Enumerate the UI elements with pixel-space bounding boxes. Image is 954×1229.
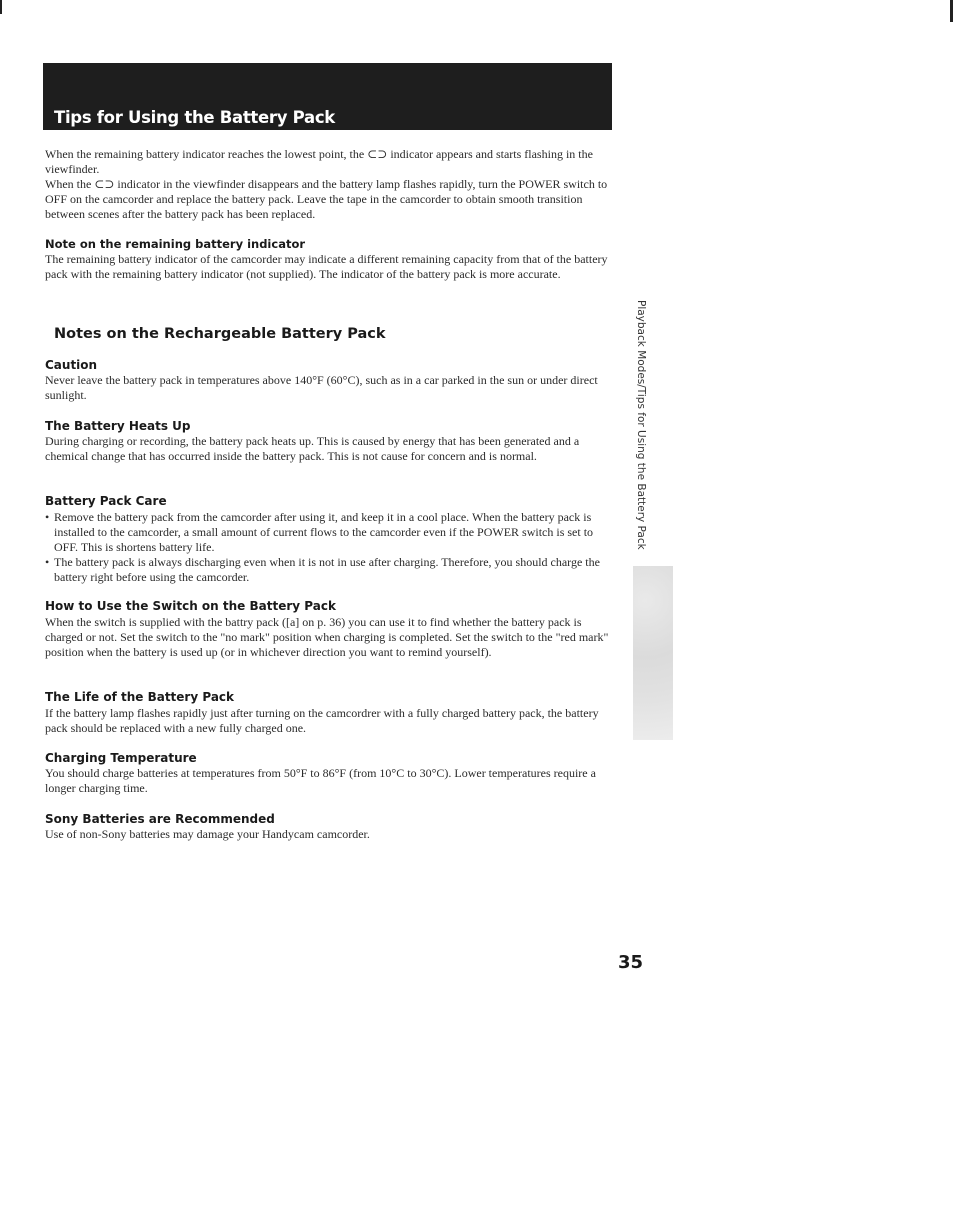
care-bullet-1 xyxy=(45,510,620,555)
bullet-dot: • xyxy=(45,555,50,569)
sony-body: Use of non-Sony batteries may damage your Handycam camcorder. xyxy=(45,827,370,841)
care-bullet-2-text: The battery pack is always discharging even when it is not in use after charging. Therefore, you should charge the battery right before using the camcorder. xyxy=(54,555,600,584)
right-edge-mark xyxy=(950,0,953,22)
switch-use-heading: How to Use the Switch on the Battery Pack xyxy=(45,599,336,613)
page-title: Tips for Using the Battery Pack xyxy=(54,108,335,127)
charging-temp-body: You should charge batteries at temperatures from 50°F to 86°F (from 10°C to 30°C). Lower temperatures require a longer charging time. xyxy=(45,766,596,795)
intro-paragraph-2: When the ⊂⊃ indicator in the viewfinder disappears and the battery lamp flashes rapidly, turn the POWER switch to OFF on the camcorder and replace the battery pack. Leave the tape in the camcorder to obtain smooth transition between scenes after the battery pack has been replaced. xyxy=(45,177,608,221)
side-tab-label: Playback Modes/Tips for Using the Battery Pack xyxy=(635,300,647,550)
section-title: Notes on the Rechargeable Battery Pack xyxy=(54,326,386,342)
life-body: If the battery lamp flashes rapidly just after turning on the camcordrer with a fully charged battery pack, the battery pack should be replaced with a new fully charged one. xyxy=(45,706,599,735)
caution-body: Never leave the battery pack in temperatures above 140°F (60°C), such as in a car parked in the sun or under direct sunlight. xyxy=(45,373,598,402)
charging-temp-heading: Charging Temperature xyxy=(45,751,197,765)
heats-up-heading: The Battery Heats Up xyxy=(45,419,191,433)
care-heading: Battery Pack Care xyxy=(45,494,167,508)
bullet-dot: • xyxy=(45,510,50,524)
note-remaining-heading: Note on the remaining battery indicator xyxy=(45,237,306,251)
switch-use-body: When the switch is supplied with the battry pack ([a] on p. 36) you can use it to find whether the battery pack is charged or not. Set the switch to the "no mark" position when charging is completed. Set the switch to the "red mark" position when the battery is used up (or in whichever direction you want to remind yourself). xyxy=(45,615,609,659)
section-header-bar xyxy=(43,63,612,130)
left-edge-mark xyxy=(0,0,2,14)
care-bullet-2 xyxy=(45,555,620,585)
sony-heading: Sony Batteries are Recommended xyxy=(45,812,275,826)
care-bullet-1-text: Remove the battery pack from the camcorder after using it, and keep it in a cool place. When the battery pack is installed to the camcorder, a small amount of current flows to the camcorder even if the POWER switch is set to OFF. This is shortens battery life. xyxy=(54,510,594,554)
note-remaining-body: The remaining battery indicator of the camcorder may indicate a different remaining capacity from that of the battery pack with the remaining battery indicator (not supplied). The indicator of the battery pack is more accurate. xyxy=(45,252,608,281)
side-tab xyxy=(626,300,652,560)
heats-up-body: During charging or recording, the battery pack heats up. This is caused by energy that has been generated and a chemical change that has occurred inside the battery pack. This is not cause for concern and is normal. xyxy=(45,434,580,463)
thumb-index-block xyxy=(633,566,673,740)
page-number: 35 xyxy=(618,952,644,973)
life-heading: The Life of the Battery Pack xyxy=(45,690,235,704)
caution-heading: Caution xyxy=(45,358,98,372)
intro-paragraph-1: When the remaining battery indicator reaches the lowest point, the ⊂⊃ indicator appears and starts flashing in the viewfinder. xyxy=(45,147,593,176)
